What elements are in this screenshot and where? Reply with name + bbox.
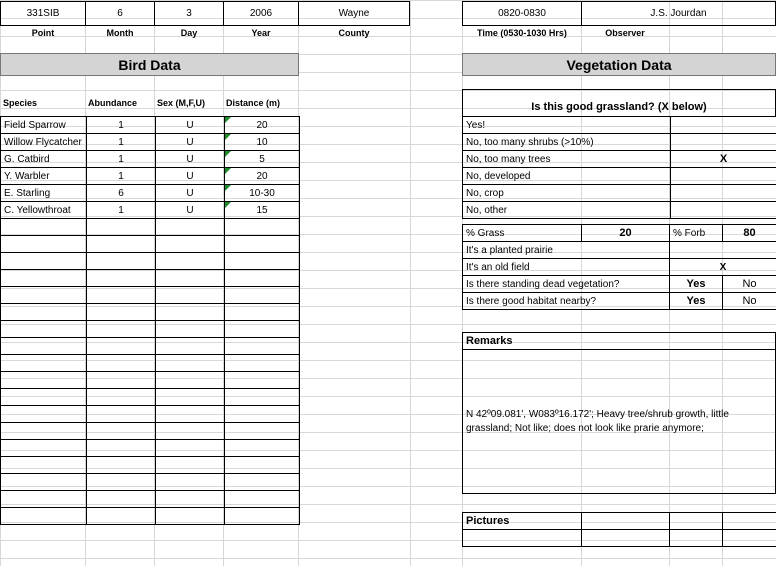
empty-cell[interactable] — [87, 423, 156, 440]
table-row — [463, 151, 776, 168]
comment-indicator-icon — [225, 117, 231, 123]
empty-table-row — [1, 457, 300, 474]
comment-indicator-icon — [225, 168, 231, 174]
empty-cell[interactable] — [1, 440, 87, 457]
grassland-question: Is this good grassland? (X below) — [462, 89, 776, 117]
species-cell[interactable]: E. Starling — [1, 185, 87, 202]
sex-cell[interactable]: U — [156, 117, 225, 134]
day-label: Day — [180, 28, 198, 38]
point-value[interactable]: 331SIB — [0, 1, 86, 26]
distance-text: 15 — [256, 204, 268, 216]
empty-cell[interactable] — [87, 389, 156, 406]
empty-table-row — [1, 253, 300, 270]
empty-cell[interactable] — [87, 440, 156, 457]
table-row — [1, 185, 300, 202]
grass-percent-value[interactable]: 20 — [582, 225, 670, 242]
point-label: Point — [31, 28, 55, 38]
county-label: County — [338, 28, 370, 38]
distance-text: 20 — [256, 119, 268, 131]
sex-cell[interactable]: U — [156, 151, 225, 168]
empty-cell[interactable] — [225, 236, 300, 253]
empty-cell[interactable] — [156, 270, 225, 287]
grassland-option-label: No, other — [463, 202, 671, 219]
forb-percent-label: % Forb — [670, 225, 723, 242]
empty-cell[interactable] — [1, 253, 87, 270]
empty-cell[interactable] — [156, 457, 225, 474]
empty-cell[interactable] — [225, 253, 300, 270]
empty-cell[interactable] — [156, 423, 225, 440]
empty-cell[interactable] — [225, 440, 300, 457]
planted-prairie-mark[interactable] — [670, 242, 776, 259]
empty-cell[interactable] — [156, 321, 225, 338]
empty-cell[interactable] — [156, 372, 225, 389]
empty-cell[interactable] — [225, 338, 300, 355]
grassland-option-mark[interactable] — [671, 134, 776, 151]
table-row — [463, 202, 776, 219]
empty-cell[interactable] — [87, 219, 156, 236]
empty-cell[interactable] — [87, 321, 156, 338]
empty-table-row — [1, 219, 300, 236]
empty-cell[interactable] — [225, 406, 300, 423]
empty-cell[interactable] — [87, 406, 156, 423]
distance-cell[interactable] — [225, 202, 300, 219]
picture-cell[interactable] — [723, 530, 776, 547]
empty-cell[interactable] — [225, 423, 300, 440]
empty-cell[interactable] — [225, 321, 300, 338]
empty-cell[interactable] — [1, 457, 87, 474]
sex-column-header: Sex (M,F,U) — [157, 98, 206, 108]
empty-table-row — [1, 270, 300, 287]
empty-cell[interactable] — [225, 457, 300, 474]
empty-cell[interactable] — [156, 236, 225, 253]
empty-table-row — [1, 406, 300, 423]
sex-cell[interactable]: U — [156, 168, 225, 185]
grassland-option-label: No, crop — [463, 185, 671, 202]
empty-cell[interactable] — [156, 474, 225, 491]
abundance-cell[interactable]: 1 — [87, 168, 156, 185]
picture-cell[interactable] — [670, 530, 723, 547]
empty-cell[interactable] — [225, 508, 300, 525]
empty-table-row — [1, 287, 300, 304]
comment-indicator-icon — [225, 185, 231, 191]
time-value[interactable]: 0820-0830 — [462, 1, 582, 26]
empty-cell[interactable] — [1, 304, 87, 321]
table-row — [1, 134, 300, 151]
empty-cell[interactable] — [87, 491, 156, 508]
pictures-table — [462, 512, 776, 547]
empty-cell[interactable] — [87, 338, 156, 355]
abundance-column-header: Abundance — [88, 98, 138, 108]
remarks-label: Remarks — [462, 332, 776, 350]
county-value[interactable]: Wayne — [298, 1, 410, 26]
empty-cell[interactable] — [1, 338, 87, 355]
empty-cell[interactable] — [225, 287, 300, 304]
vegetation-data-header: Vegetation Data — [462, 53, 776, 76]
distance-cell[interactable] — [225, 117, 300, 134]
picture-cell[interactable] — [463, 530, 582, 547]
empty-cell[interactable] — [1, 372, 87, 389]
empty-cell[interactable] — [1, 474, 87, 491]
year-value[interactable]: 2006 — [223, 1, 299, 26]
sex-cell[interactable]: U — [156, 134, 225, 151]
empty-cell[interactable] — [87, 508, 156, 525]
dead-vegetation-yes[interactable]: Yes — [670, 276, 723, 293]
empty-cell[interactable] — [87, 253, 156, 270]
grassland-option-mark[interactable] — [671, 202, 776, 219]
empty-cell[interactable] — [156, 508, 225, 525]
grassland-option-label: No, too many shrubs (>10%) — [463, 134, 671, 151]
old-field-mark[interactable]: X — [670, 259, 776, 276]
grassland-option-mark[interactable] — [671, 168, 776, 185]
species-column-header: Species — [3, 98, 38, 108]
picture-cell[interactable] — [723, 513, 776, 530]
empty-cell[interactable] — [1, 491, 87, 508]
dead-vegetation-no[interactable]: No — [723, 276, 776, 293]
table-row — [1, 202, 300, 219]
distance-cell[interactable] — [225, 151, 300, 168]
day-value[interactable]: 3 — [154, 1, 224, 26]
empty-table-row — [1, 372, 300, 389]
bird-data-table — [0, 116, 300, 525]
abundance-cell[interactable]: 6 — [87, 185, 156, 202]
table-row — [1, 151, 300, 168]
grassland-option-mark[interactable] — [671, 185, 776, 202]
empty-cell[interactable] — [1, 389, 87, 406]
empty-cell[interactable] — [1, 236, 87, 253]
distance-text: 10-30 — [249, 187, 275, 199]
species-cell[interactable]: Field Sparrow — [1, 117, 87, 134]
empty-cell[interactable] — [1, 321, 87, 338]
empty-cell[interactable] — [1, 423, 87, 440]
habitat-nearby-no[interactable]: No — [723, 293, 776, 310]
picture-cell[interactable] — [582, 513, 670, 530]
empty-cell[interactable] — [156, 219, 225, 236]
empty-cell[interactable] — [87, 287, 156, 304]
empty-cell[interactable] — [225, 389, 300, 406]
sex-cell[interactable]: U — [156, 202, 225, 219]
old-field-label: It's an old field — [463, 259, 670, 276]
empty-cell[interactable] — [87, 270, 156, 287]
abundance-cell[interactable]: 1 — [87, 151, 156, 168]
table-row — [463, 185, 776, 202]
grassland-option-mark[interactable] — [671, 117, 776, 134]
empty-cell[interactable] — [1, 270, 87, 287]
observer-value[interactable]: J.S. Jourdan — [581, 1, 776, 26]
table-row — [1, 117, 300, 134]
distance-text: 10 — [256, 136, 268, 148]
empty-cell[interactable] — [156, 491, 225, 508]
species-cell[interactable]: Willow Flycatcher — [1, 134, 87, 151]
bird-data-header: Bird Data — [0, 53, 299, 76]
empty-cell[interactable] — [87, 474, 156, 491]
month-label: Month — [106, 28, 134, 38]
remarks-box[interactable] — [462, 349, 776, 494]
dead-vegetation-label: Is there standing dead vegetation? — [463, 276, 670, 293]
month-value[interactable]: 6 — [85, 1, 155, 26]
distance-cell[interactable] — [225, 134, 300, 151]
sex-cell[interactable]: U — [156, 185, 225, 202]
empty-cell[interactable] — [156, 406, 225, 423]
empty-cell[interactable] — [156, 355, 225, 372]
grassland-option-label: Yes! — [463, 117, 671, 134]
empty-table-row — [1, 338, 300, 355]
pictures-label: Pictures — [463, 513, 582, 530]
remarks-text: N 42º09.081', W083º16.172'; Heavy tree/shrub growth, little grassland; Not like; does not look like prarie anymore; — [466, 408, 729, 434]
grassland-option-label: No, developed — [463, 168, 671, 185]
grass-percent-label: % Grass — [463, 225, 582, 242]
table-row — [1, 168, 300, 185]
table-row — [463, 134, 776, 151]
empty-cell[interactable] — [87, 372, 156, 389]
empty-cell[interactable] — [225, 474, 300, 491]
empty-cell[interactable] — [1, 508, 87, 525]
empty-cell[interactable] — [225, 491, 300, 508]
distance-text: 5 — [259, 153, 265, 165]
species-cell[interactable]: C. Yellowthroat — [1, 202, 87, 219]
year-label: Year — [251, 28, 271, 38]
empty-table-row — [1, 321, 300, 338]
empty-cell[interactable] — [1, 287, 87, 304]
abundance-cell[interactable]: 1 — [87, 134, 156, 151]
comment-indicator-icon — [225, 134, 231, 140]
empty-cell[interactable] — [156, 338, 225, 355]
empty-cell[interactable] — [225, 355, 300, 372]
vegetation-detail-table — [462, 224, 776, 310]
empty-table-row — [1, 423, 300, 440]
habitat-nearby-label: Is there good habitat nearby? — [463, 293, 670, 310]
picture-cell[interactable] — [582, 530, 670, 547]
empty-table-row — [1, 440, 300, 457]
empty-cell[interactable] — [156, 389, 225, 406]
forb-percent-value[interactable]: 80 — [723, 225, 776, 242]
empty-table-row — [1, 508, 300, 525]
empty-cell[interactable] — [87, 236, 156, 253]
empty-cell[interactable] — [225, 304, 300, 321]
empty-cell[interactable] — [1, 406, 87, 423]
empty-cell[interactable] — [225, 219, 300, 236]
comment-indicator-icon — [225, 202, 231, 208]
empty-cell[interactable] — [156, 304, 225, 321]
empty-table-row — [1, 474, 300, 491]
empty-cell[interactable] — [1, 219, 87, 236]
empty-table-row — [1, 491, 300, 508]
comment-indicator-icon — [225, 151, 231, 157]
grassland-option-label: No, too many trees — [463, 151, 671, 168]
distance-cell[interactable] — [225, 185, 300, 202]
empty-cell[interactable] — [156, 440, 225, 457]
habitat-nearby-yes[interactable]: Yes — [670, 293, 723, 310]
picture-cell[interactable] — [670, 513, 723, 530]
empty-cell[interactable] — [225, 270, 300, 287]
empty-table-row — [1, 236, 300, 253]
species-cell[interactable]: G. Catbird — [1, 151, 87, 168]
observer-label: Observer — [605, 28, 645, 38]
empty-cell[interactable] — [87, 355, 156, 372]
empty-cell[interactable] — [1, 355, 87, 372]
table-row — [463, 117, 776, 134]
species-cell[interactable]: Y. Warbler — [1, 168, 87, 185]
empty-cell[interactable] — [156, 253, 225, 270]
empty-cell[interactable] — [225, 372, 300, 389]
distance-column-header: Distance (m) — [226, 98, 281, 108]
empty-cell[interactable] — [156, 287, 225, 304]
empty-cell[interactable] — [87, 457, 156, 474]
time-label: Time (0530-1030 Hrs) — [477, 28, 567, 38]
empty-cell[interactable] — [87, 304, 156, 321]
empty-table-row — [1, 389, 300, 406]
empty-table-row — [1, 304, 300, 321]
distance-cell[interactable] — [225, 168, 300, 185]
abundance-cell[interactable]: 1 — [87, 202, 156, 219]
empty-table-row — [1, 355, 300, 372]
table-row — [463, 168, 776, 185]
abundance-cell[interactable]: 1 — [87, 117, 156, 134]
planted-prairie-label: It's a planted prairie — [463, 242, 670, 259]
grassland-option-mark[interactable]: X — [671, 151, 776, 168]
distance-text: 20 — [256, 170, 268, 182]
vegetation-table — [462, 116, 776, 219]
